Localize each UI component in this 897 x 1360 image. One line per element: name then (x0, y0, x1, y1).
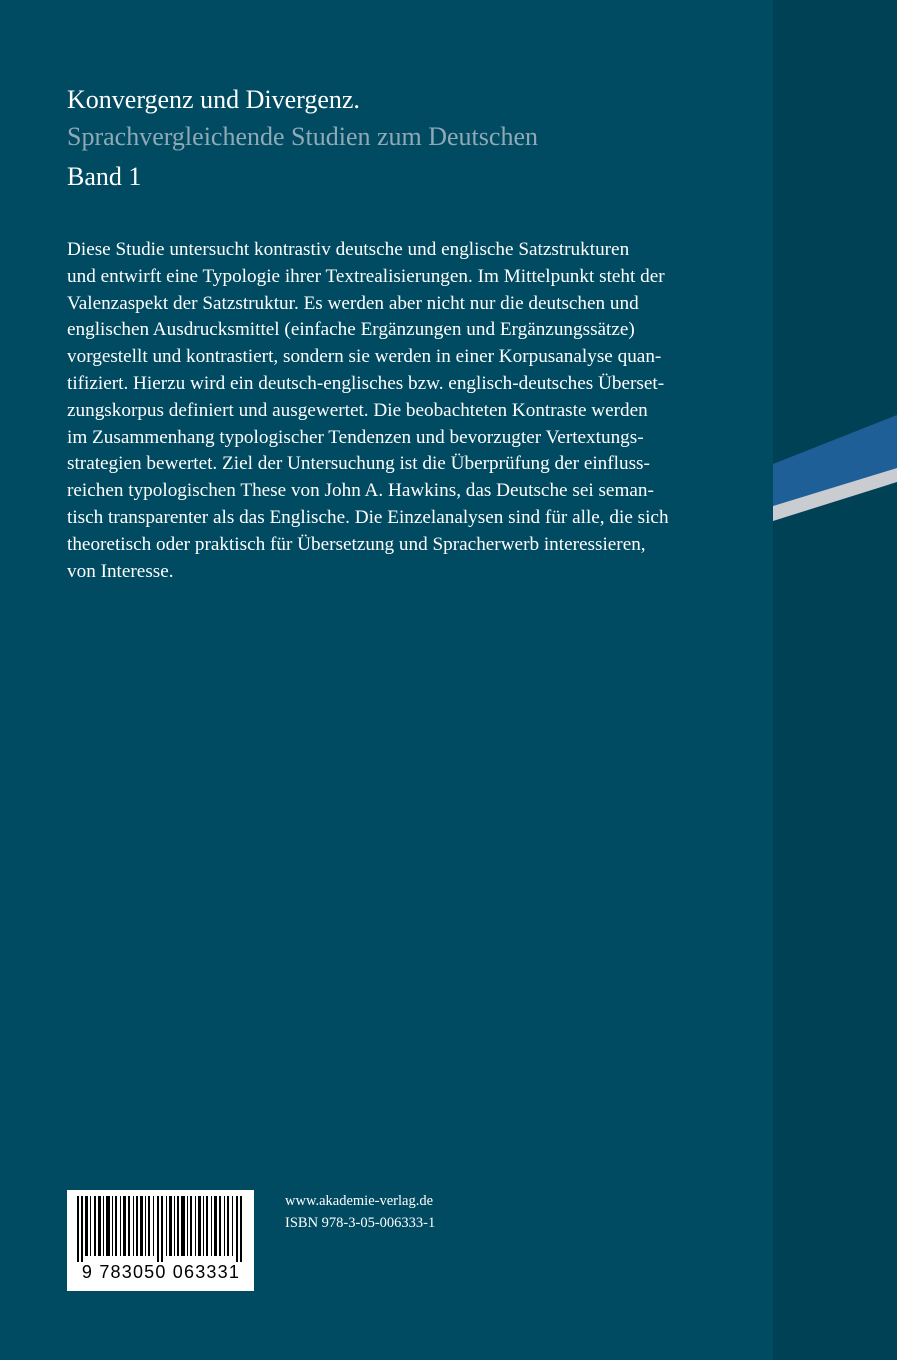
series-subtitle: Sprachvergleichende Studien zum Deutschen (67, 122, 538, 151)
barcode (67, 1190, 254, 1291)
blurb-line: Valenzaspekt der Satzstruktur. Es werden aber nicht nur die deutschen und (67, 292, 639, 314)
blurb-line: strategien bewertet. Ziel der Untersuchung ist die Überprüfung der einfluss- (67, 453, 650, 475)
series-title: Konvergenz und Divergenz. (67, 85, 360, 114)
blurb-line: theoretisch oder praktisch für Übersetzung und Spracherwerb interessieren, (67, 533, 646, 555)
barcode-bars (77, 1196, 245, 1262)
blurb-line: englischen Ausdrucksmittel (einfache Ergänzungen und Ergänzungssätze) (67, 319, 635, 341)
decorative-stripe (773, 0, 897, 1360)
blurb-line: und entwirft eine Typologie ihrer Textrealisierungen. Im Mittelpunkt steht der (67, 265, 665, 287)
publisher-info (285, 1190, 435, 1234)
blurb-line: von Interesse. (67, 560, 174, 582)
blurb-line: tisch transparenter als das Englische. Die Einzelanalysen sind für alle, die sich (67, 506, 669, 528)
barcode-number: 9 783050 063331 (81, 1262, 241, 1282)
blurb-line: tifiziert. Hierzu wird ein deutsch-englisches bzw. englisch-deutsches Überset- (67, 372, 665, 394)
volume-label: Band 1 (67, 162, 142, 191)
blurb-line: im Zusammenhang typologischer Tendenzen und bevorzugter Vertextungs- (67, 426, 644, 448)
blurb-text (67, 237, 767, 585)
blurb-line: vorgestellt und kontrastiert, sondern sie werden in einer Korpusanalyse quan- (67, 346, 662, 368)
blurb-line: zungskorpus definiert und ausgewertet. Die beobachteten Kontraste werden (67, 399, 648, 421)
blurb-line: Diese Studie untersucht kontrastiv deutsche und englische Satzstrukturen (67, 239, 630, 260)
series-header (67, 82, 757, 197)
blurb-line: reichen typologischen These von John A. Hawkins, das Deutsche sei seman- (67, 480, 654, 502)
isbn-label: ISBN 978-3-05-006333-1 (285, 1215, 436, 1231)
publisher-website: www.akademie-verlag.de (285, 1193, 434, 1209)
